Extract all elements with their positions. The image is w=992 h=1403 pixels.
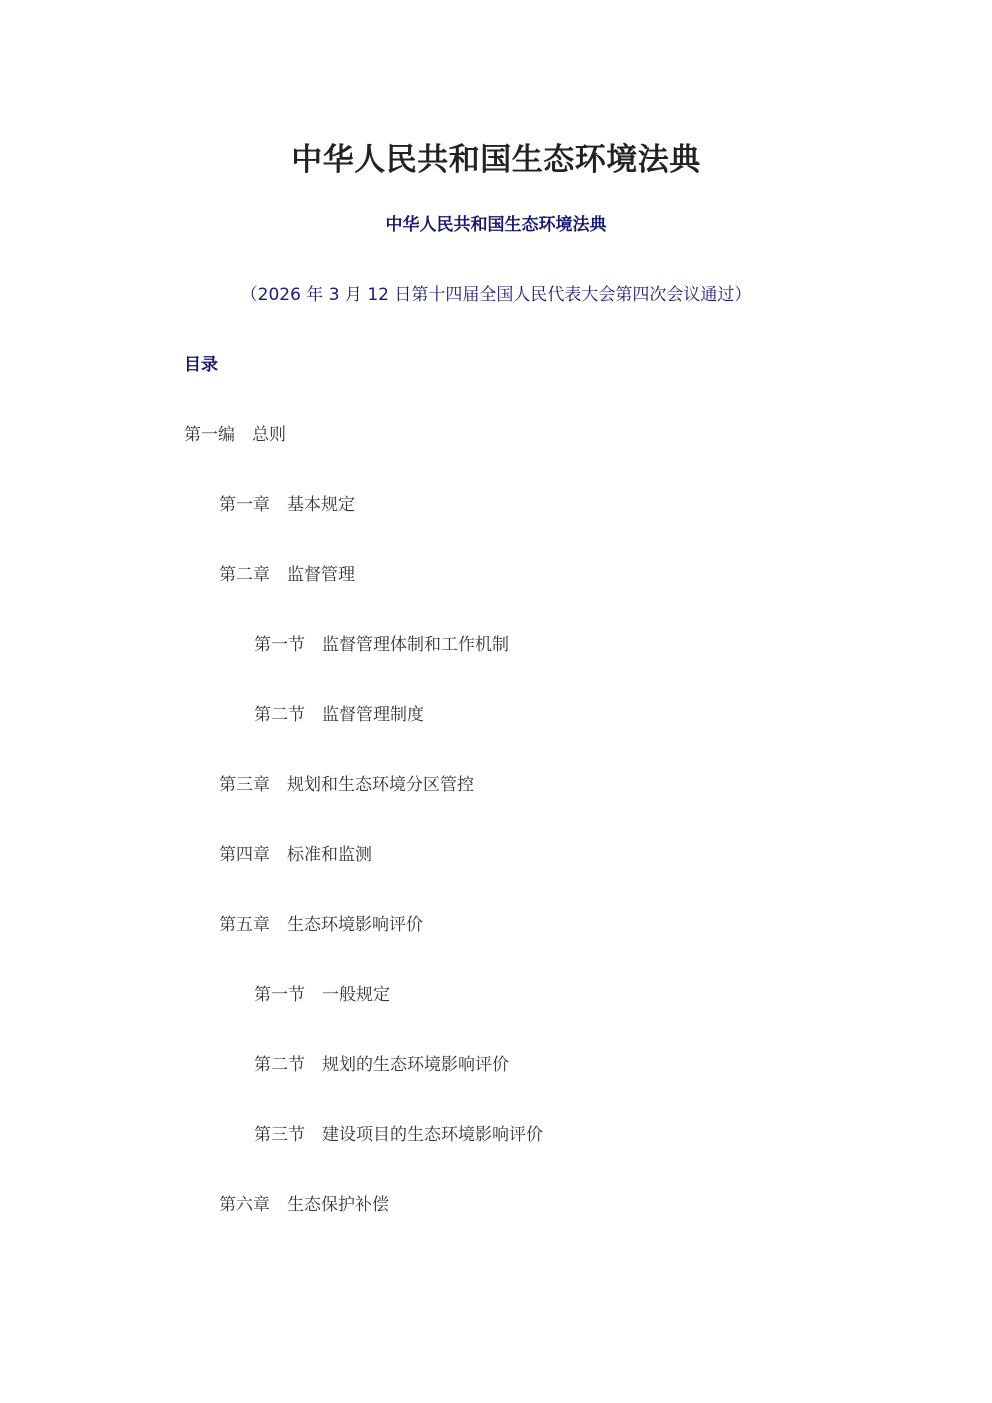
toc-item [254,702,424,728]
adoption-note: （2026 年 3 月 12 日第十四届全国人民代表大会第四次会议通过） [240,285,752,305]
toc-heading: 目录 [184,355,218,375]
toc-item-title: 总则 [252,425,286,445]
toc-item [219,772,474,798]
toc-item-number: 第一节 [254,985,305,1005]
toc-item [254,982,390,1008]
document-subtitle: 中华人民共和国生态环境法典 [385,215,607,235]
toc-item [219,492,355,518]
toc-item-number: 第二节 [254,705,305,725]
toc-item-title: 标准和监测 [287,845,372,865]
toc-item-number: 第五章 [219,915,270,935]
toc-item-number: 第四章 [219,845,270,865]
toc-item [219,912,423,938]
toc-item-title: 监督管理 [287,565,355,585]
toc-item [219,1192,389,1218]
toc-item [254,632,509,658]
toc-item-number: 第二章 [219,565,270,585]
toc-item-title: 基本规定 [287,495,355,515]
toc-item-title: 建设项目的生态环境影响评价 [322,1125,543,1145]
toc-item-title: 规划的生态环境影响评价 [322,1055,509,1075]
toc-item-number: 第三节 [254,1125,305,1145]
toc-item-title: 一般规定 [322,985,390,1005]
document-title: 中华人民共和国生态环境法典 [291,142,701,178]
toc-item [184,422,286,448]
toc-item [219,842,372,868]
toc-item-number: 第一节 [254,635,305,655]
toc-item-number: 第一编 [184,425,235,445]
toc-item-title: 生态保护补偿 [287,1195,389,1215]
toc-item-number: 第二节 [254,1055,305,1075]
toc-item [254,1052,509,1078]
toc-item-number: 第一章 [219,495,270,515]
toc-item [219,562,355,588]
toc-item [254,1122,543,1148]
toc-item-title: 生态环境影响评价 [287,915,423,935]
toc-item-number: 第六章 [219,1195,270,1215]
toc-item-title: 监督管理体制和工作机制 [322,635,509,655]
toc-item-number: 第三章 [219,775,270,795]
toc-item-title: 监督管理制度 [322,705,424,725]
toc-item-title: 规划和生态环境分区管控 [287,775,474,795]
